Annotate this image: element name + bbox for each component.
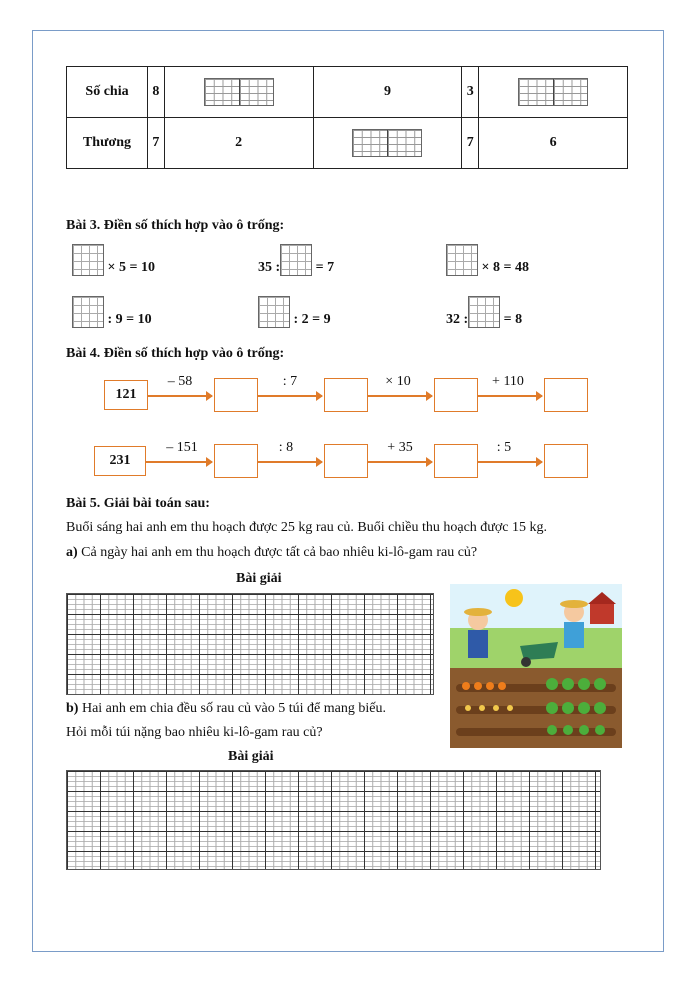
operation-label: + 110 [492,374,524,389]
answer-square[interactable] [258,296,290,328]
answer-grid-b[interactable] [66,770,601,870]
operation-label: : 8 [278,440,294,455]
answer-box[interactable] [544,444,588,478]
bai3-title: Bài 3. Điền số thích hợp vào ô trống: [66,218,285,233]
table-cell: 6 [479,118,628,169]
answer-square[interactable] [72,244,104,276]
row-label: Số chia [67,67,148,118]
equation-3: × 8 = 48 [446,244,529,276]
table-cell: 7 [462,118,479,169]
arrow-icon [258,395,322,397]
division-table [66,66,628,169]
arrow-icon [368,461,432,463]
answer-box-cell[interactable] [479,67,628,118]
arrow-icon [258,461,322,463]
solution-label-b: Bài giải [228,749,274,764]
solution-label-a: Bài giải [236,571,282,586]
arrow-icon [478,461,542,463]
answer-square[interactable] [446,244,478,276]
chain1-start-box: 121 [104,380,148,410]
equation-1: × 5 = 10 [72,244,155,276]
operation-label: × 10 [385,374,411,389]
answer-square[interactable] [72,296,104,328]
equation-4: : 9 = 10 [72,296,152,328]
bai5-title: Bài 5. Giải bài toán sau: [66,496,210,511]
answer-grid[interactable] [518,78,588,106]
question-a: a) Cả ngày hai anh em thu hoạch được tất cả bao nhiêu ki-lô-gam rau củ? [66,545,478,560]
table-cell: 3 [462,67,479,118]
question-b: b) Hai anh em chia đều số rau củ vào 5 túi để mang biếu. [66,701,386,716]
operation-label: : 7 [282,374,298,389]
operation-label: – 58 [167,374,193,389]
table-row [67,118,628,169]
equation-2: 35 : = 7 [258,244,334,276]
answer-grid[interactable] [352,129,422,157]
row-label: Thương [67,118,148,169]
arrow-icon [146,461,212,463]
answer-square[interactable] [280,244,312,276]
answer-box-cell[interactable] [313,118,462,169]
equation-6: 32 : = 8 [446,296,522,328]
arrow-icon [148,395,212,397]
operation-label: + 35 [387,440,413,455]
table-cell: 8 [148,67,165,118]
answer-grid-a[interactable] [66,593,434,695]
table-cell: 2 [164,118,313,169]
arrow-icon [478,395,542,397]
answer-box[interactable] [544,378,588,412]
question-b-line2: Hỏi mỗi túi nặng bao nhiêu ki-lô-gam rau củ? [66,725,323,740]
answer-box-cell[interactable] [164,67,313,118]
operation-label: – 151 [166,440,198,455]
bai4-title: Bài 4. Điền số thích hợp vào ô trống: [66,346,285,361]
arrow-icon [368,395,432,397]
table-cell: 9 [313,67,462,118]
chain2-start-box: 231 [94,446,146,476]
table-row [67,67,628,118]
operation-label: : 5 [496,440,512,455]
answer-square[interactable] [468,296,500,328]
problem-text: Buổi sáng hai anh em thu hoạch được 25 kg rau củ. Buổi chiều thu hoạch được 15 kg. [66,520,547,535]
farm-illustration [450,584,622,748]
equation-5: : 2 = 9 [258,296,331,328]
answer-grid[interactable] [204,78,274,106]
table-cell: 7 [148,118,165,169]
